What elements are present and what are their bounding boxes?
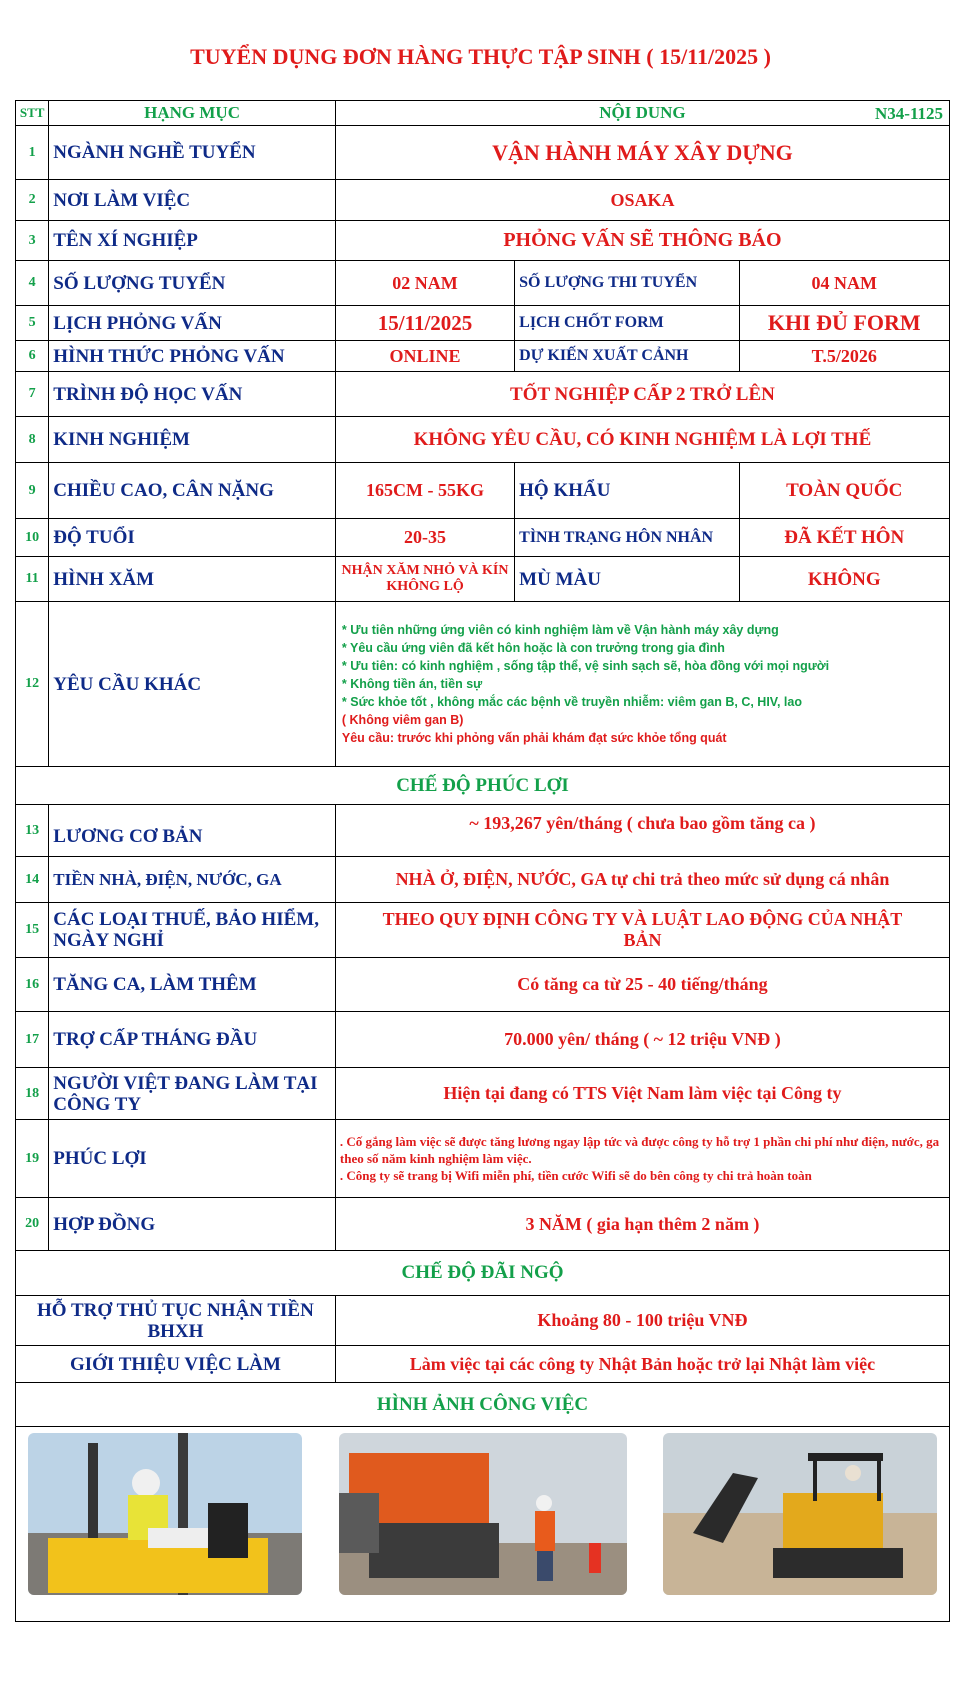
- table-row: [16, 1068, 950, 1120]
- table-row: [16, 903, 950, 958]
- header-category: HẠNG MỤC: [49, 101, 336, 126]
- images-row: [16, 1427, 950, 1622]
- row-number: 13: [16, 805, 49, 857]
- row-value: Khoảng 80 - 100 triệu VNĐ: [335, 1296, 949, 1346]
- job-table: [15, 100, 950, 1622]
- requirement-line: ( Không viêm gan B): [341, 713, 464, 727]
- row-number: 9: [16, 463, 49, 519]
- row-number: 19: [16, 1120, 49, 1198]
- row-value: Hiện tại đang có TTS Việt Nam làm việc tại Công ty: [335, 1068, 949, 1120]
- row-value: NHÀ Ở, ĐIỆN, NƯỚC, GA tự chi trả theo mức sử dụng cá nhân: [335, 857, 949, 903]
- table-row: [16, 126, 950, 180]
- header-content-cell: [335, 101, 949, 126]
- row-value: 02 NAM: [335, 261, 514, 306]
- row-value: KHÔNG YÊU CẦU, CÓ KINH NGHIỆM LÀ LỢI THẾ: [335, 417, 949, 463]
- row-value: 165CM - 55KG: [335, 463, 514, 519]
- row-label: HÌNH THỨC PHỎNG VẤN: [49, 341, 336, 372]
- row-value: 15/11/2025: [335, 306, 514, 341]
- table-row: [16, 958, 950, 1012]
- row-value-2: KHI ĐỦ FORM: [739, 306, 949, 341]
- section-treatment: CHẾ ĐỘ ĐÃI NGỘ: [16, 1251, 950, 1296]
- row-value: VẬN HÀNH MÁY XÂY DỰNG: [335, 126, 949, 180]
- row-value: ~ 193,267 yên/tháng ( chưa bao gồm tăng ca ): [335, 805, 949, 857]
- row-label: ĐỘ TUỔI: [49, 519, 336, 557]
- row-label: LỊCH PHỎNG VẤN: [49, 306, 336, 341]
- requirement-line: * Yêu cầu ứng viên đã kết hôn hoặc là con trưởng trong gia đình: [341, 641, 725, 655]
- row-label: TĂNG CA, LÀM THÊM: [49, 958, 336, 1012]
- row-label-2: TÌNH TRẠNG HÔN NHÂN: [515, 519, 739, 557]
- header-row: [16, 101, 950, 126]
- table-row: [16, 557, 950, 602]
- table-row: [16, 417, 950, 463]
- header-content: NỘI DUNG: [599, 103, 686, 122]
- work-photos: [16, 1433, 949, 1595]
- mini-excavator-photo: [663, 1433, 937, 1595]
- table-row: [16, 1346, 950, 1383]
- row-label-2: HỘ KHẨU: [515, 463, 739, 519]
- section-work-images: HÌNH ẢNH CÔNG VIỆC: [16, 1383, 950, 1427]
- forklift-photo: [28, 1433, 302, 1595]
- row-number: 10: [16, 519, 49, 557]
- row-label: TIỀN NHÀ, ĐIỆN, NƯỚC, GA: [49, 857, 336, 903]
- row-value: Làm việc tại các công ty Nhật Bản hoặc trở lại Nhật làm việc: [335, 1346, 949, 1383]
- table-row: [16, 857, 950, 903]
- row-label: NGÀNH NGHỀ TUYỂN: [49, 126, 336, 180]
- row-number: 1: [16, 126, 49, 180]
- table-row: [16, 1012, 950, 1068]
- table-row: [16, 463, 950, 519]
- page-title: TUYỂN DỤNG ĐƠN HÀNG THỰC TẬP SINH ( 15/11/2025 ): [190, 44, 771, 69]
- row-number: 14: [16, 857, 49, 903]
- row-label-2: LỊCH CHỐT FORM: [515, 306, 739, 341]
- table-row: [16, 1120, 950, 1198]
- row-value: 70.000 yên/ tháng ( ~ 12 triệu VNĐ ): [335, 1012, 949, 1068]
- row-label: CÁC LOẠI THUẾ, BẢO HIỂM, NGÀY NGHỈ: [49, 903, 336, 958]
- benefit-details: [335, 1120, 949, 1198]
- benefit-line: . Công ty sẽ trang bị Wifi miễn phí, tiền cước Wifi sẽ do bên công ty chi trả hoàn toàn: [339, 1168, 812, 1183]
- row-label: TRÌNH ĐỘ HỌC VẤN: [49, 372, 336, 417]
- row-label: PHÚC LỢI: [49, 1120, 336, 1198]
- row-number: 11: [16, 557, 49, 602]
- row-number: 6: [16, 341, 49, 372]
- row-label-2: DỰ KIẾN XUẤT CẢNH: [515, 341, 739, 372]
- table-row: [16, 602, 950, 767]
- row-number: 16: [16, 958, 49, 1012]
- table-row: [16, 341, 950, 372]
- row-value: 20-35: [335, 519, 514, 557]
- requirement-line: * Sức khỏe tốt , không mắc các bệnh về truyền nhiễm: viêm gan B, C, HIV, lao: [341, 695, 802, 709]
- table-row: [16, 221, 950, 261]
- row-value: Có tăng ca từ 25 - 40 tiếng/tháng: [335, 958, 949, 1012]
- row-value-2: ĐÃ KẾT HÔN: [739, 519, 949, 557]
- row-value-2: T.5/2026: [739, 341, 949, 372]
- row-number: 15: [16, 903, 49, 958]
- row-value: NHẬN XĂM NHỎ VÀ KÍN KHÔNG LỘ: [335, 557, 514, 602]
- row-label: NƠI LÀM VIỆC: [49, 180, 336, 221]
- row-label: HÌNH XĂM: [49, 557, 336, 602]
- row-label: YÊU CẦU KHÁC: [49, 602, 336, 767]
- row-number: 20: [16, 1198, 49, 1251]
- row-label: CHIỀU CAO, CÂN NẶNG: [49, 463, 336, 519]
- table-row: [16, 306, 950, 341]
- row-label: KINH NGHIỆM: [49, 417, 336, 463]
- benefit-line: . Cố gắng làm việc sẽ được tăng lương ngay lập tức và được công ty hỗ trợ 1 phần chi phí như điện, nước, ga theo số năm kinh nghiệm làm việc.: [339, 1134, 940, 1166]
- table-row: [16, 261, 950, 306]
- requirement-line: Yêu cầu: trước khi phỏng vấn phải khám đạt sức khỏe tổng quát: [341, 731, 727, 745]
- images-cell: [16, 1427, 950, 1622]
- table-row: [16, 1198, 950, 1251]
- row-value-2: TOÀN QUỐC: [739, 463, 949, 519]
- other-requirements: [335, 602, 949, 767]
- row-number: 5: [16, 306, 49, 341]
- row-label-2: SỐ LƯỢNG THI TUYỂN: [515, 261, 739, 306]
- row-value-2: KHÔNG: [739, 557, 949, 602]
- row-number: 18: [16, 1068, 49, 1120]
- row-label: LƯƠNG CƠ BẢN: [49, 805, 336, 857]
- row-value: 3 NĂM ( gia hạn thêm 2 năm ): [335, 1198, 949, 1251]
- section-row: [16, 767, 950, 805]
- requirement-line: * Không tiền án, tiền sự: [341, 677, 483, 691]
- row-value: THEO QUY ĐỊNH CÔNG TY VÀ LUẬT LAO ĐỘNG CỦA NHẬT BẢN: [335, 903, 949, 958]
- row-label: HỢP ĐỒNG: [49, 1198, 336, 1251]
- row-label: HỖ TRỢ THỦ TỤC NHẬN TIỀN BHXH: [16, 1296, 336, 1346]
- table-row: [16, 519, 950, 557]
- table-row: [16, 1296, 950, 1346]
- row-label: TÊN XÍ NGHIỆP: [49, 221, 336, 261]
- requirement-line: * Ưu tiên những ứng viên có kinh nghiệm làm về Vận hành máy xây dựng: [341, 623, 779, 637]
- row-value-2: 04 NAM: [739, 261, 949, 306]
- row-value: OSAKA: [335, 180, 949, 221]
- row-number: 2: [16, 180, 49, 221]
- table-row: [16, 372, 950, 417]
- row-number: 7: [16, 372, 49, 417]
- header-stt: STT: [16, 101, 49, 126]
- header-code: N34-1125: [875, 104, 943, 123]
- requirement-line: * Ưu tiên: có kinh nghiệm , sống tập thể, vệ sinh sạch sẽ, hòa đồng với mọi người: [341, 659, 830, 673]
- row-label: GIỚI THIỆU VIỆC LÀM: [16, 1346, 336, 1383]
- section-row: [16, 1383, 950, 1427]
- row-value: PHỎNG VẤN SẼ THÔNG BÁO: [335, 221, 949, 261]
- row-number: 8: [16, 417, 49, 463]
- excavator-worker-photo: [339, 1433, 627, 1595]
- table-row: [16, 180, 950, 221]
- row-number: 12: [16, 602, 49, 767]
- row-number: 4: [16, 261, 49, 306]
- row-label: TRỢ CẤP THÁNG ĐẦU: [49, 1012, 336, 1068]
- row-label: SỐ LƯỢNG TUYỂN: [49, 261, 336, 306]
- row-value: ONLINE: [335, 341, 514, 372]
- row-value: TỐT NGHIỆP CẤP 2 TRỞ LÊN: [335, 372, 949, 417]
- table-row: [16, 805, 950, 857]
- row-number: 17: [16, 1012, 49, 1068]
- row-label-2: MÙ MÀU: [515, 557, 739, 602]
- row-label: NGƯỜI VIỆT ĐANG LÀM TẠI CÔNG TY: [49, 1068, 336, 1120]
- section-row: [16, 1251, 950, 1296]
- section-welfare: CHẾ ĐỘ PHÚC LỢI: [16, 767, 950, 805]
- row-number: 3: [16, 221, 49, 261]
